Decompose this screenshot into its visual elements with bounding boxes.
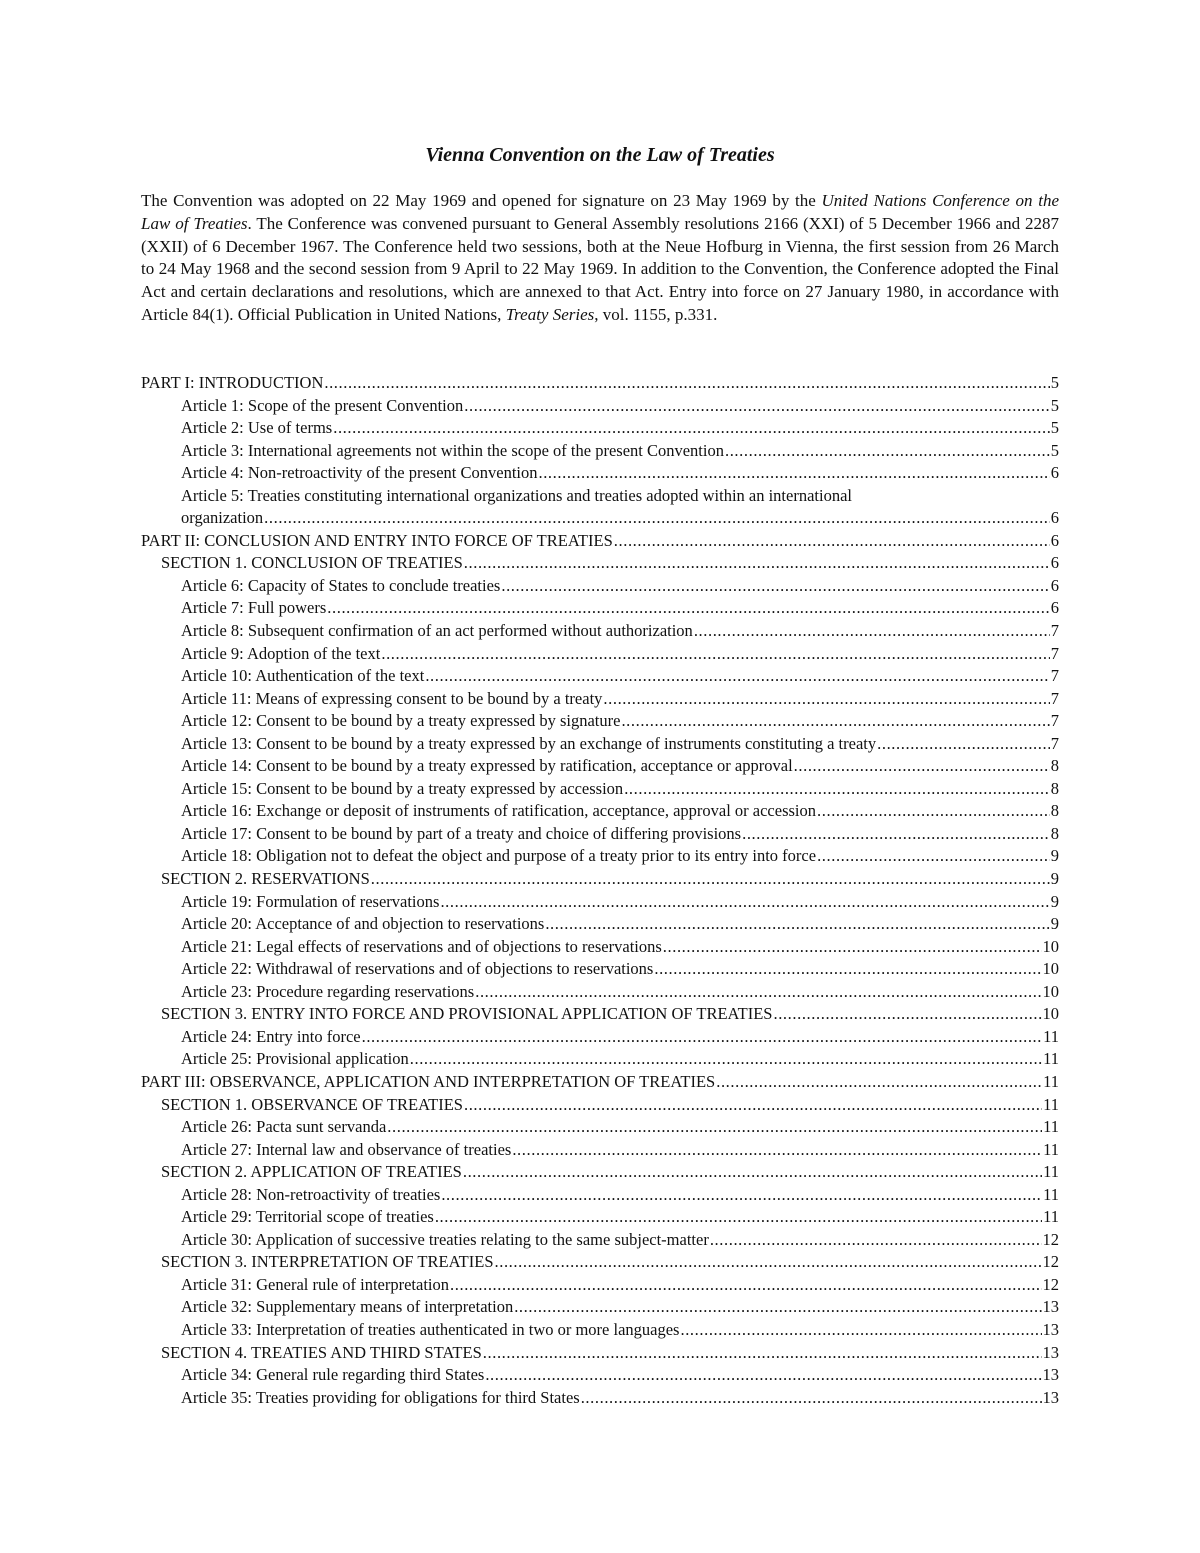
toc-entry-title: Article 1: Scope of the present Convention: [181, 395, 464, 415]
dot-leader: [463, 1161, 1042, 1184]
dot-leader: [464, 1094, 1042, 1117]
toc-entry-title: Article 9: Adoption of the text: [181, 643, 381, 663]
toc-entry-title: PART II: CONCLUSION AND ENTRY INTO FORCE OF TREATIES: [141, 530, 613, 550]
toc-entry-title-continuation: organization: [181, 508, 264, 528]
toc-page-number: 5: [1050, 373, 1059, 392]
dot-leader: [725, 440, 1050, 463]
dot-leader: [614, 530, 1050, 553]
toc-page-number: 8: [1050, 756, 1059, 776]
toc-page-number: 6: [1050, 508, 1059, 528]
dot-leader: [464, 552, 1050, 575]
toc-entry[interactable]: [141, 1139, 1059, 1162]
dot-leader: [425, 665, 1049, 688]
toc-page-number: 8: [1050, 801, 1059, 821]
toc-entry[interactable]: [141, 778, 1059, 801]
dot-leader: [464, 395, 1049, 418]
toc-page-number: 9: [1050, 846, 1059, 866]
toc-entry[interactable]: [141, 1161, 1059, 1184]
toc-entry[interactable]: [141, 1251, 1059, 1274]
toc-entry-title: Article 3: International agreements not within the scope of the present Convention: [181, 440, 724, 460]
toc-page-number: 11: [1043, 1026, 1059, 1046]
dot-leader: [450, 1274, 1041, 1297]
toc-page-number: 9: [1050, 891, 1059, 911]
toc-page-number: 8: [1050, 823, 1059, 843]
toc-entry[interactable]: [141, 1229, 1059, 1252]
toc-page-number: 13: [1042, 1297, 1059, 1317]
dot-leader: [654, 958, 1041, 981]
table-of-contents: [141, 372, 1059, 1409]
toc-entry[interactable]: [141, 665, 1059, 688]
dot-leader: [877, 733, 1050, 756]
toc-entry[interactable]: [141, 868, 1059, 891]
dot-leader: [742, 823, 1050, 846]
toc-page-number: 9: [1050, 914, 1059, 934]
toc-entry[interactable]: [141, 981, 1059, 1004]
intro-text-3: , vol. 1155, p.331.: [594, 304, 718, 324]
toc-page-number: 11: [1043, 1162, 1059, 1182]
dot-leader: [514, 1296, 1041, 1319]
toc-entry[interactable]: [141, 1184, 1059, 1207]
toc-entry[interactable]: [141, 1026, 1059, 1049]
dot-leader: [483, 1342, 1042, 1365]
toc-entry-title: Article 19: Formulation of reservations: [181, 891, 440, 911]
toc-entry[interactable]: [141, 1048, 1059, 1071]
dot-leader: [624, 778, 1050, 801]
dot-leader: [410, 1048, 1042, 1071]
dot-leader: [663, 936, 1042, 959]
toc-entry[interactable]: [141, 575, 1059, 598]
toc-entry-title: Article 7: Full powers: [181, 598, 327, 618]
toc-page-number: 10: [1042, 981, 1059, 1001]
toc-page-number: 7: [1050, 643, 1059, 663]
dot-leader: [327, 597, 1049, 620]
toc-page-number: 6: [1050, 575, 1059, 595]
toc-page-number: 10: [1042, 1004, 1059, 1024]
dot-leader: [362, 1026, 1043, 1049]
conference-name: United Nations Conference on the Law of Treaties: [141, 191, 1059, 233]
toc-entry-title: Article 31: General rule of interpretation: [181, 1274, 450, 1294]
intro-text-2: . The Conference was convened pursuant to General Assembly resolutions 2166 (XXI) of 5 December 1966 and 2287 (XXII) of 6 December 1967. The Conference held two sessions, both at the Neue Hofburg in Vienna, the first session from 26 March to 24 May 1968 and the second session from 9 April to 22 May 1969. In addition to the Convention, the Conference adopted the Final Act and certain declarations and resolutions, which are annexed to that Act. Entry into force on 27 January 1980, in accordance with Article 84(1). Official Publication in United Nations,: [141, 213, 1059, 324]
dot-leader: [694, 620, 1050, 643]
treaty-series-name: Treaty Series: [505, 304, 595, 324]
toc-page-number: 7: [1050, 666, 1059, 686]
toc-entry-title: Article 22: Withdrawal of reservations and of objections to reservations: [181, 959, 654, 979]
toc-entry[interactable]: [141, 710, 1059, 733]
toc-page-number: 9: [1050, 869, 1059, 889]
dot-leader: [581, 1387, 1042, 1410]
toc-page-number: 13: [1042, 1342, 1059, 1362]
toc-page-number: 11: [1043, 1049, 1059, 1069]
dot-leader: [495, 1251, 1042, 1274]
toc-page-number: 11: [1043, 1139, 1059, 1159]
toc-entry[interactable]: [141, 1206, 1059, 1229]
toc-entry-title: Article 28: Non-retroactivity of treaties: [181, 1184, 441, 1204]
toc-entry-title: SECTION 2. APPLICATION OF TREATIES: [161, 1162, 462, 1182]
toc-entry[interactable]: [141, 891, 1059, 914]
toc-page-number: 13: [1042, 1365, 1059, 1385]
dot-leader: [324, 372, 1049, 395]
toc-entry-title: Article 6: Capacity of States to conclude treaties: [181, 575, 501, 595]
toc-page-number: 7: [1050, 711, 1059, 731]
toc-entry[interactable]: [141, 1071, 1059, 1094]
dot-leader: [440, 891, 1049, 914]
toc-entry[interactable]: [141, 800, 1059, 823]
dot-leader: [538, 462, 1049, 485]
toc-entry-title: SECTION 4. TREATIES AND THIRD STATES: [161, 1342, 482, 1362]
dot-leader: [441, 1184, 1042, 1207]
toc-entry[interactable]: [141, 1364, 1059, 1387]
toc-entry-title: Article 8: Subsequent confirmation of an act performed without authorization: [181, 621, 693, 641]
toc-entry-title: SECTION 2. RESERVATIONS: [161, 869, 370, 889]
toc-entry-title: Article 16: Exchange or deposit of instruments of ratification, acceptance, approval or accession: [181, 801, 817, 821]
toc-entry-title: SECTION 3. ENTRY INTO FORCE AND PROVISIONAL APPLICATION OF TREATIES: [161, 1004, 773, 1024]
toc-entry[interactable]: [141, 1296, 1059, 1319]
dot-leader: [475, 981, 1041, 1004]
toc-page-number: 5: [1050, 418, 1059, 438]
toc-entry-title: Article 15: Consent to be bound by a treaty expressed by accession: [181, 778, 624, 798]
dot-leader: [716, 1071, 1042, 1094]
toc-page-number: 6: [1050, 598, 1059, 618]
toc-entry[interactable]: [141, 1003, 1059, 1026]
toc-entry-title: Article 33: Interpretation of treaties authenticated in two or more languages: [181, 1319, 680, 1339]
toc-entry-title: Article 12: Consent to be bound by a treaty expressed by signature: [181, 711, 621, 731]
toc-page-number: 12: [1042, 1274, 1059, 1294]
dot-leader: [371, 868, 1050, 891]
toc-entry-title: Article 34: General rule regarding third States: [181, 1365, 485, 1385]
toc-entry[interactable]: [141, 552, 1059, 575]
toc-entry-title: Article 18: Obligation not to defeat the object and purpose of a treaty prior to its entry into force: [181, 846, 817, 866]
toc-entry-title: Article 25: Provisional application: [181, 1049, 409, 1069]
dot-leader: [621, 710, 1049, 733]
toc-entry-title: PART I: INTRODUCTION: [141, 373, 324, 392]
toc-page-number: 8: [1050, 778, 1059, 798]
toc-page-number: 10: [1042, 959, 1059, 979]
toc-entry[interactable]: [141, 845, 1059, 868]
dot-leader: [680, 1319, 1041, 1342]
toc-entry-title: Article 35: Treaties providing for obligations for third States: [181, 1387, 580, 1407]
dot-leader: [512, 1139, 1042, 1162]
toc-entry-title: Article 21: Legal effects of reservations and of objections to reservations: [181, 936, 662, 956]
toc-entry-title: Article 20: Acceptance of and objection to reservations: [181, 914, 545, 934]
toc-page-number: 7: [1050, 733, 1059, 753]
toc-page-number: 10: [1042, 936, 1059, 956]
toc-page-number: 6: [1050, 553, 1059, 573]
toc-entry[interactable]: [141, 1116, 1059, 1139]
toc-entry-title: Article 26: Pacta sunt servanda: [181, 1117, 387, 1137]
toc-entry[interactable]: [141, 688, 1059, 711]
toc-entry-title: Article 24: Entry into force: [181, 1026, 361, 1046]
toc-entry-title: PART III: OBSERVANCE, APPLICATION AND INTERPRETATION OF TREATIES: [141, 1071, 716, 1091]
toc-entry-title: Article 29: Territorial scope of treaties: [181, 1207, 434, 1227]
document-title: Vienna Convention on the Law of Treaties: [425, 144, 775, 166]
toc-entry[interactable]: [141, 643, 1059, 666]
dot-leader: [794, 755, 1050, 778]
toc-entry-title: Article 23: Procedure regarding reservations: [181, 981, 475, 1001]
intro-paragraph: [141, 190, 1059, 327]
toc-entry[interactable]: [141, 372, 1059, 395]
dot-leader: [817, 800, 1050, 823]
dot-leader: [387, 1116, 1042, 1139]
toc-entry-title: Article 17: Consent to be bound by part of a treaty and choice of differing provisions: [181, 823, 742, 843]
toc-page-number: 5: [1050, 440, 1059, 460]
toc-entry-title: Article 14: Consent to be bound by a treaty expressed by ratification, acceptance or approval: [181, 756, 793, 776]
toc-page-number: 7: [1050, 621, 1059, 641]
dot-leader: [485, 1364, 1041, 1387]
intro-text-1: The Convention was adopted on 22 May 1969 and opened for signature on 23 May 1969 by the: [141, 191, 822, 210]
dot-leader: [773, 1003, 1041, 1026]
toc-entry-title: Article 10: Authentication of the text: [181, 666, 425, 686]
toc-entry[interactable]: [141, 1094, 1059, 1117]
toc-page-number: 7: [1050, 688, 1059, 708]
toc-entry[interactable]: [141, 417, 1059, 440]
toc-page-number: 13: [1042, 1319, 1059, 1339]
toc-entry[interactable]: [141, 485, 1059, 530]
toc-entry[interactable]: [141, 440, 1059, 463]
toc-entry-title: SECTION 1. CONCLUSION OF TREATIES: [161, 553, 463, 573]
toc-entry-title: Article 5: Treaties constituting international organizations and treaties adopted within an international: [181, 485, 852, 505]
toc-entry[interactable]: [141, 913, 1059, 936]
toc-page-number: 11: [1043, 1117, 1059, 1137]
toc-entry[interactable]: [141, 755, 1059, 778]
dot-leader: [435, 1206, 1042, 1229]
toc-entry[interactable]: [141, 936, 1059, 959]
toc-entry-title: Article 11: Means of expressing consent to be bound by a treaty: [181, 688, 603, 708]
toc-entry-title: Article 32: Supplementary means of interpretation: [181, 1297, 514, 1317]
toc-entry[interactable]: [141, 620, 1059, 643]
dot-leader: [603, 688, 1049, 711]
toc-entry[interactable]: [141, 1387, 1059, 1410]
toc-entry[interactable]: [141, 1274, 1059, 1297]
toc-page-number: 11: [1043, 1184, 1059, 1204]
toc-entry[interactable]: [141, 823, 1059, 846]
toc-entry[interactable]: [141, 1319, 1059, 1342]
toc-page-number: 5: [1050, 395, 1059, 415]
toc-page-number: 11: [1043, 1071, 1059, 1091]
dot-leader: [710, 1229, 1042, 1252]
toc-entry[interactable]: [141, 395, 1059, 418]
toc-entry[interactable]: [141, 597, 1059, 620]
toc-entry[interactable]: [141, 958, 1059, 981]
toc-page-number: 11: [1043, 1094, 1059, 1114]
toc-entry[interactable]: [141, 1342, 1059, 1365]
toc-page-number: 12: [1042, 1252, 1059, 1272]
toc-page-number: 13: [1042, 1387, 1059, 1407]
dot-leader: [817, 845, 1050, 868]
toc-entry-title: Article 13: Consent to be bound by a treaty expressed by an exchange of instruments constituting a treaty: [181, 733, 877, 753]
toc-page-number: 6: [1050, 530, 1059, 550]
toc-entry[interactable]: [141, 530, 1059, 553]
dot-leader: [501, 575, 1049, 598]
toc-entry[interactable]: [141, 462, 1059, 485]
toc-entry-title: Article 27: Internal law and observance of treaties: [181, 1139, 512, 1159]
toc-entry-title: Article 30: Application of successive treaties relating to the same subject-matter: [181, 1229, 709, 1249]
dot-leader: [545, 913, 1049, 936]
dot-leader: [333, 417, 1050, 440]
toc-page-number: 12: [1042, 1229, 1059, 1249]
dot-leader: [264, 507, 1050, 530]
toc-entry[interactable]: [141, 733, 1059, 756]
toc-entry-title: SECTION 1. OBSERVANCE OF TREATIES: [161, 1094, 463, 1114]
toc-page-number: 11: [1043, 1207, 1059, 1227]
toc-entry-title: Article 4: Non-retroactivity of the present Convention: [181, 463, 538, 483]
toc-page-number: 6: [1050, 463, 1059, 483]
dot-leader: [381, 643, 1049, 666]
toc-entry-title: SECTION 3. INTERPRETATION OF TREATIES: [161, 1252, 494, 1272]
toc-entry-title: Article 2: Use of terms: [181, 418, 333, 438]
